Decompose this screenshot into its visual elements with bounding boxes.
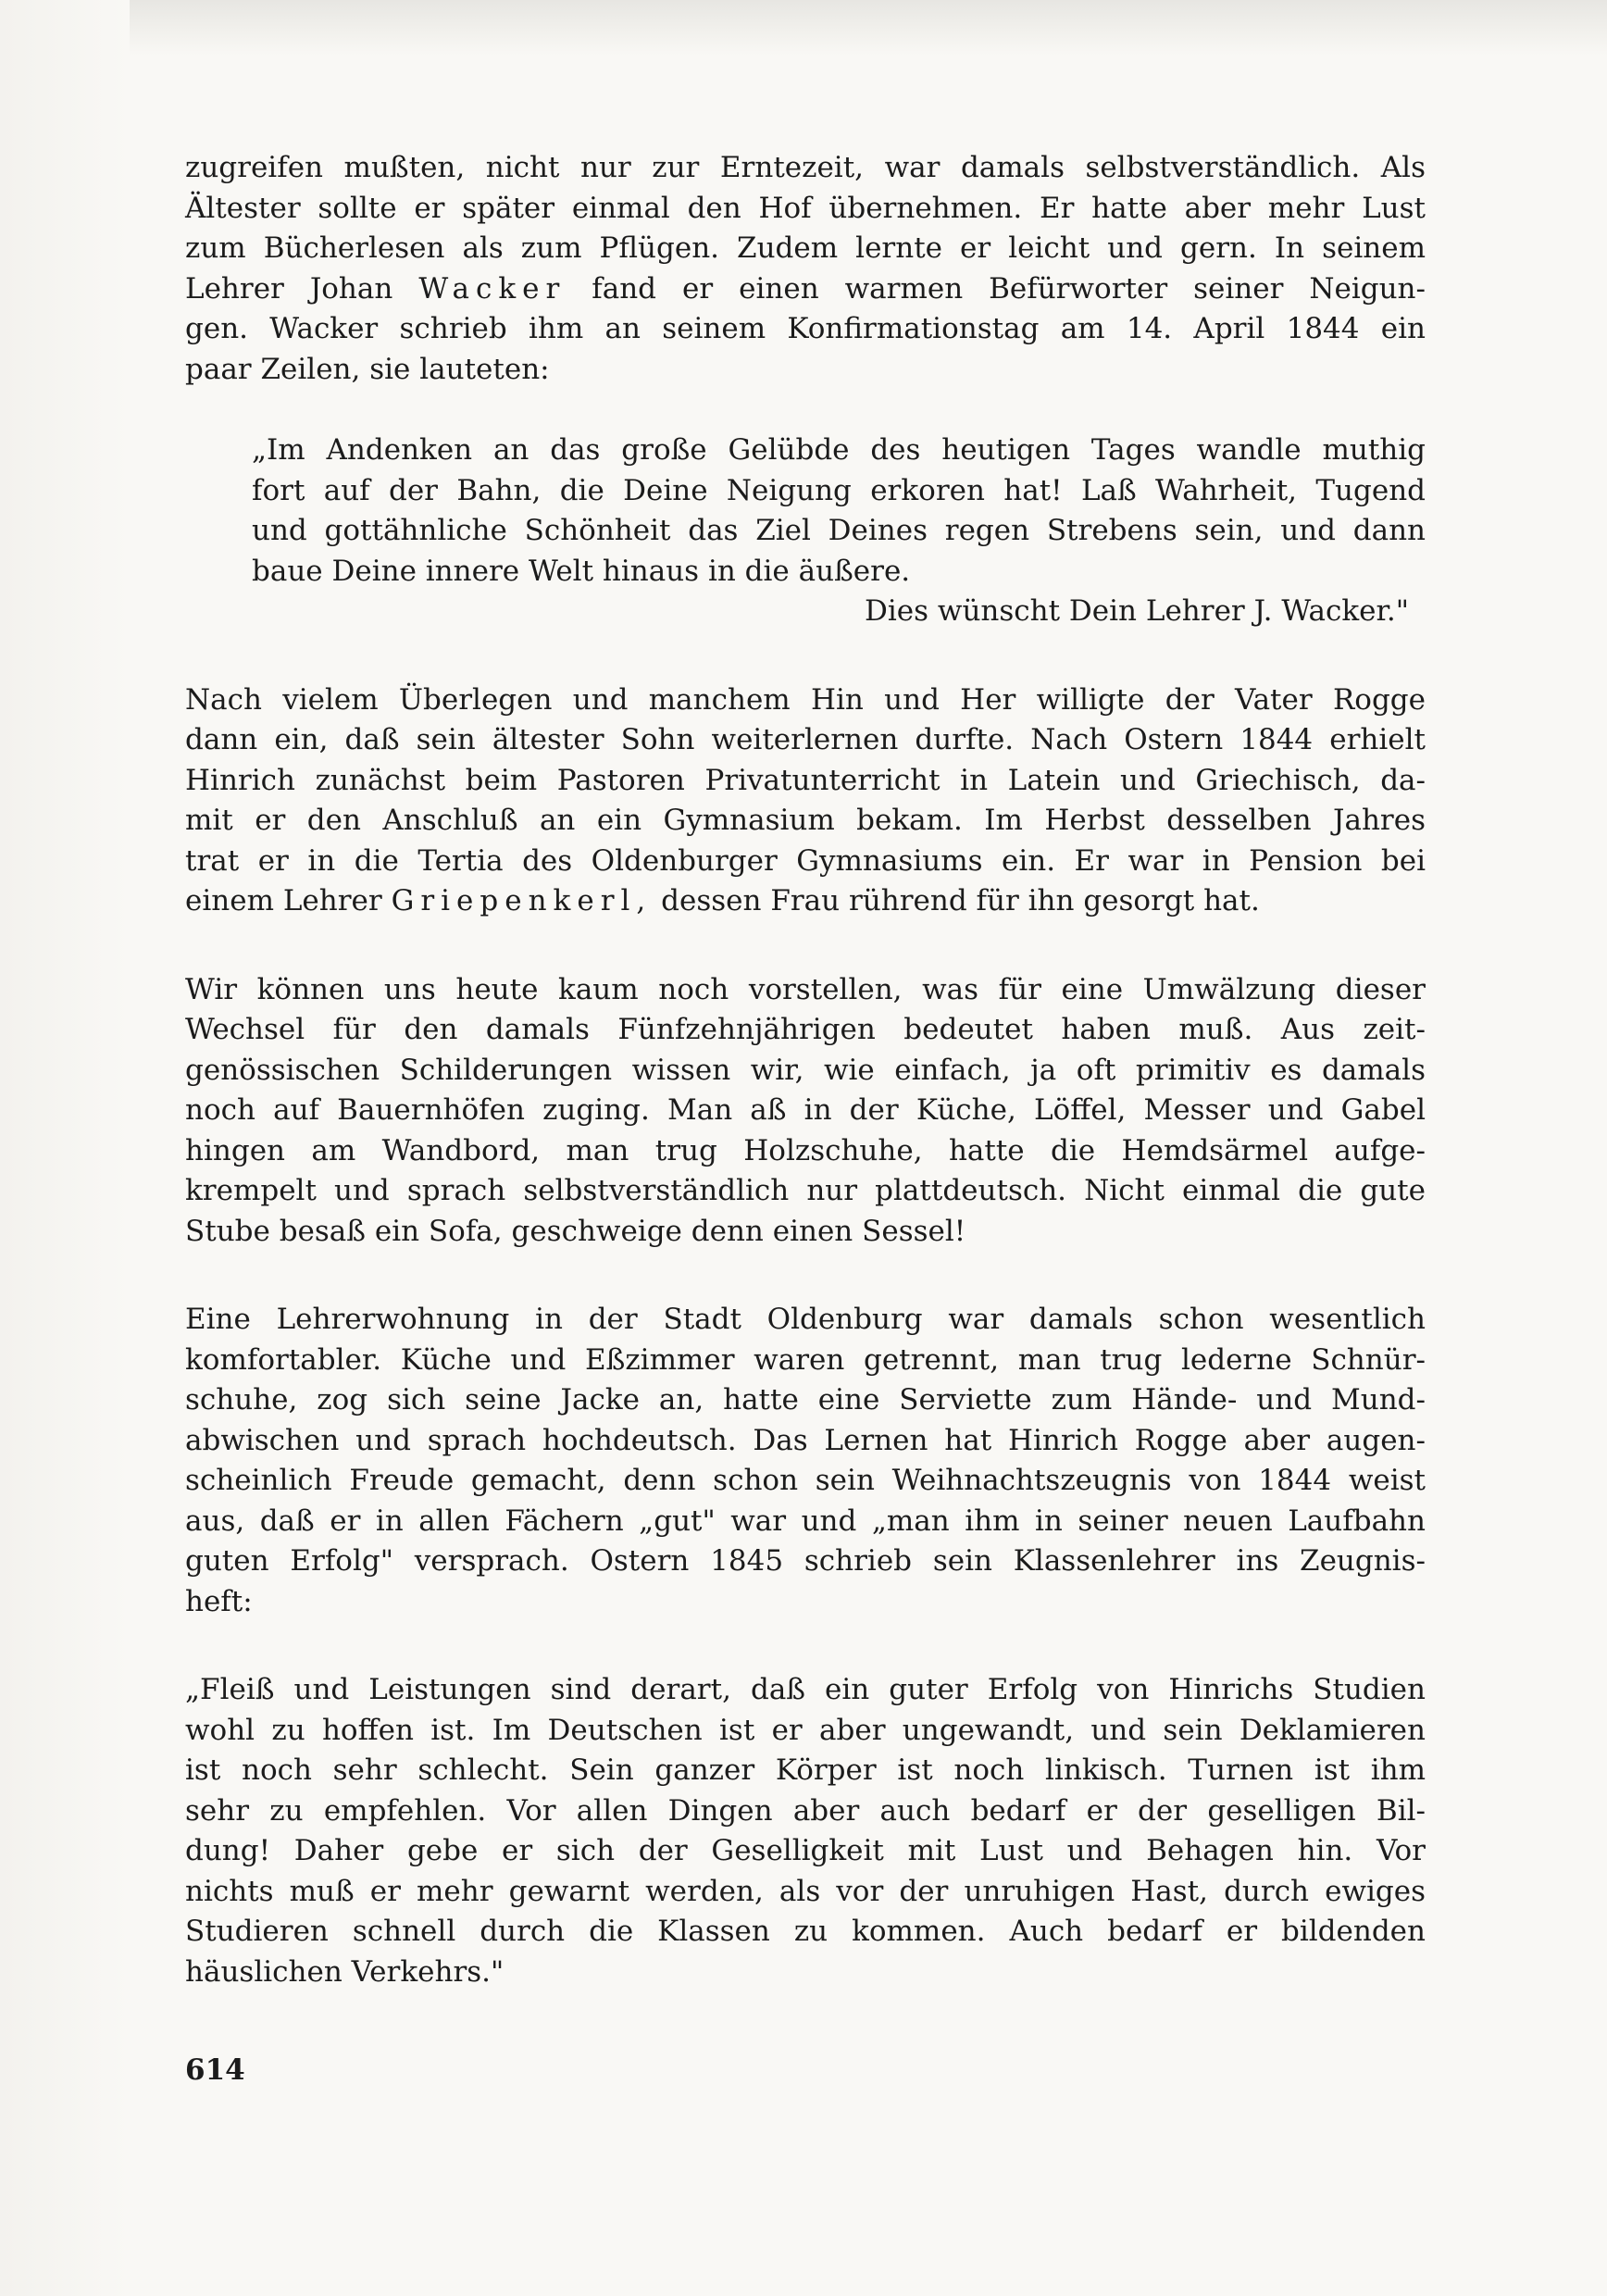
text-line	[185, 269, 1426, 310]
paragraph-3	[185, 970, 1426, 1253]
text-line: und gottähnliche Schönheit das Ziel Deines regen Strebens sein, und dann	[252, 514, 1426, 547]
text-line: zum Bücherlesen als zum Pflügen. Zudem lernte er leicht und gern. In seinem	[185, 231, 1426, 265]
text-line: guten Erfolg" versprach. Ostern 1845 schrieb sein Klassenlehrer ins Zeugnis-	[185, 1544, 1426, 1578]
text-line: fort auf der Bahn, die Deine Neigung erkoren hat! Laß Wahrheit, Tugend	[252, 473, 1426, 507]
text-fragment: Lehrer Johan	[185, 271, 393, 306]
quote-zeugnis	[185, 1670, 1426, 1992]
text-line: „Im Andenken an das große Gelübde des heutigen Tages wandle muthig	[252, 433, 1426, 467]
text-fragment: fand er einen warmen Befürworter seiner Neigun-	[592, 271, 1426, 306]
paragraph-gap	[185, 632, 1426, 680]
text-fragment: dessen Frau rührend für ihn gesorgt hat.	[661, 884, 1260, 917]
quote-signature: Dies wünscht Dein Lehrer J. Wacker."	[865, 594, 1409, 628]
paragraph-gap	[185, 390, 1426, 430]
paragraph-gap	[185, 1252, 1426, 1300]
text-line: hingen am Wandbord, man trug Holzschuhe, hatte die Hemdsärmel aufge-	[185, 1133, 1426, 1167]
text-line: abwischen und sprach hochdeutsch. Das Lernen hat Hinrich Rogge aber augen-	[185, 1423, 1426, 1457]
name-griepenkerl: Griepenkerl,	[391, 884, 653, 917]
text-line: scheinlich Freude gemacht, denn schon sein Weihnachtszeugnis von 1844 weist	[185, 1464, 1426, 1497]
text-line: Nach vielem Überlegen und manchem Hin und Her willigte der Vater Rogge	[185, 682, 1426, 717]
text-line: wohl zu hoffen ist. Im Deutschen ist er aber ungewandt, und sein Deklamieren	[185, 1713, 1426, 1747]
text-line: Wechsel für den damals Fünfzehnjährigen bedeutet haben muß. Aus zeit-	[185, 1013, 1426, 1046]
text-line: dann ein, daß sein ältester Sohn weiterlernen durfte. Nach Ostern 1844 erhielt	[185, 723, 1426, 756]
text-line: Eine Lehrerwohnung in der Stadt Oldenburg war damals schon wesentlich	[185, 1303, 1426, 1336]
text-line: ist noch sehr schlecht. Sein ganzer Körper ist noch linkisch. Turnen ist ihm	[185, 1753, 1426, 1787]
paragraph-4	[185, 1300, 1426, 1622]
text-line: aus, daß er in allen Fächern „gut" war und „man ihm in seiner neuen Laufbahn	[185, 1504, 1426, 1538]
text-line: genössischen Schilderungen wissen wir, wie einfach, ja oft primitiv es damals	[185, 1053, 1426, 1087]
text-line: heft:	[185, 1584, 253, 1618]
name-wacker: Wacker	[418, 271, 567, 306]
text-line: trat er in die Tertia des Oldenburger Gymnasiums ein. Er war in Pension bei	[185, 843, 1426, 878]
scan-top-shading	[0, 0, 1607, 56]
paragraph-gap	[185, 1622, 1426, 1670]
page-number: 614	[185, 2053, 245, 2087]
text-line: Ältester sollte er später einmal den Hof übernehmen. Er hatte aber mehr Lust	[185, 191, 1426, 225]
text-line: häuslichen Verkehrs."	[185, 1954, 505, 1989]
text-line: Stube besaß ein Sofa, geschweige denn einen Sessel!	[185, 1214, 966, 1248]
text-line: zugreifen mußten, nicht nur zur Erntezeit, war damals selbstverständlich. Als	[185, 151, 1426, 184]
paragraph-1	[185, 148, 1426, 390]
text-fragment: einem Lehrer	[185, 884, 382, 917]
text-line: Studieren schnell durch die Klassen zu kommen. Auch bedarf er bildenden	[185, 1915, 1426, 1948]
book-page	[185, 148, 1426, 1992]
text-line: schuhe, zog sich seine Jacke an, hatte eine Serviette zum Hände- und Mund-	[185, 1383, 1426, 1416]
text-line: nichts muß er mehr gewarnt werden, als vor der unruhigen Hast, durch ewiges	[185, 1874, 1426, 1908]
text-line: komfortabler. Küche und Eßzimmer waren getrennt, man trug lederne Schnür-	[185, 1342, 1426, 1377]
scan-left-shading	[0, 0, 130, 2296]
text-line: gen. Wacker schrieb ihm an seinem Konfirmationstag am 14. April 1844 ein	[185, 312, 1426, 345]
text-line: paar Zeilen, sie lauteten:	[185, 352, 550, 386]
text-line	[185, 881, 1426, 922]
text-line: Wir können uns heute kaum noch vorstellen, was für eine Umwälzung dieser	[185, 972, 1426, 1006]
paragraph-2	[185, 680, 1426, 922]
text-line: baue Deine innere Welt hinaus in die äußere.	[252, 554, 911, 588]
text-line: „Fleiß und Leistungen sind derart, daß ein guter Erfolg von Hinrichs Studien	[185, 1673, 1426, 1706]
text-line: noch auf Bauernhöfen zuging. Man aß in der Küche, Löffel, Messer und Gabel	[185, 1093, 1426, 1127]
text-line: krempelt und sprach selbstverständlich nur plattdeutsch. Nicht einmal die gute	[185, 1174, 1426, 1207]
paragraph-gap	[185, 922, 1426, 970]
text-line: sehr zu empfehlen. Vor allen Dingen aber auch bedarf er der geselligen Bil-	[185, 1793, 1426, 1828]
text-line: dung! Daher gebe er sich der Geselligkeit mit Lust und Behagen hin. Vor	[185, 1834, 1426, 1867]
text-line: mit er den Anschluß an ein Gymnasium bekam. Im Herbst desselben Jahres	[185, 804, 1426, 837]
text-line: Hinrich zunächst beim Pastoren Privatunterricht in Latein und Griechisch, da-	[185, 763, 1426, 797]
quote-wacker	[252, 430, 1426, 632]
